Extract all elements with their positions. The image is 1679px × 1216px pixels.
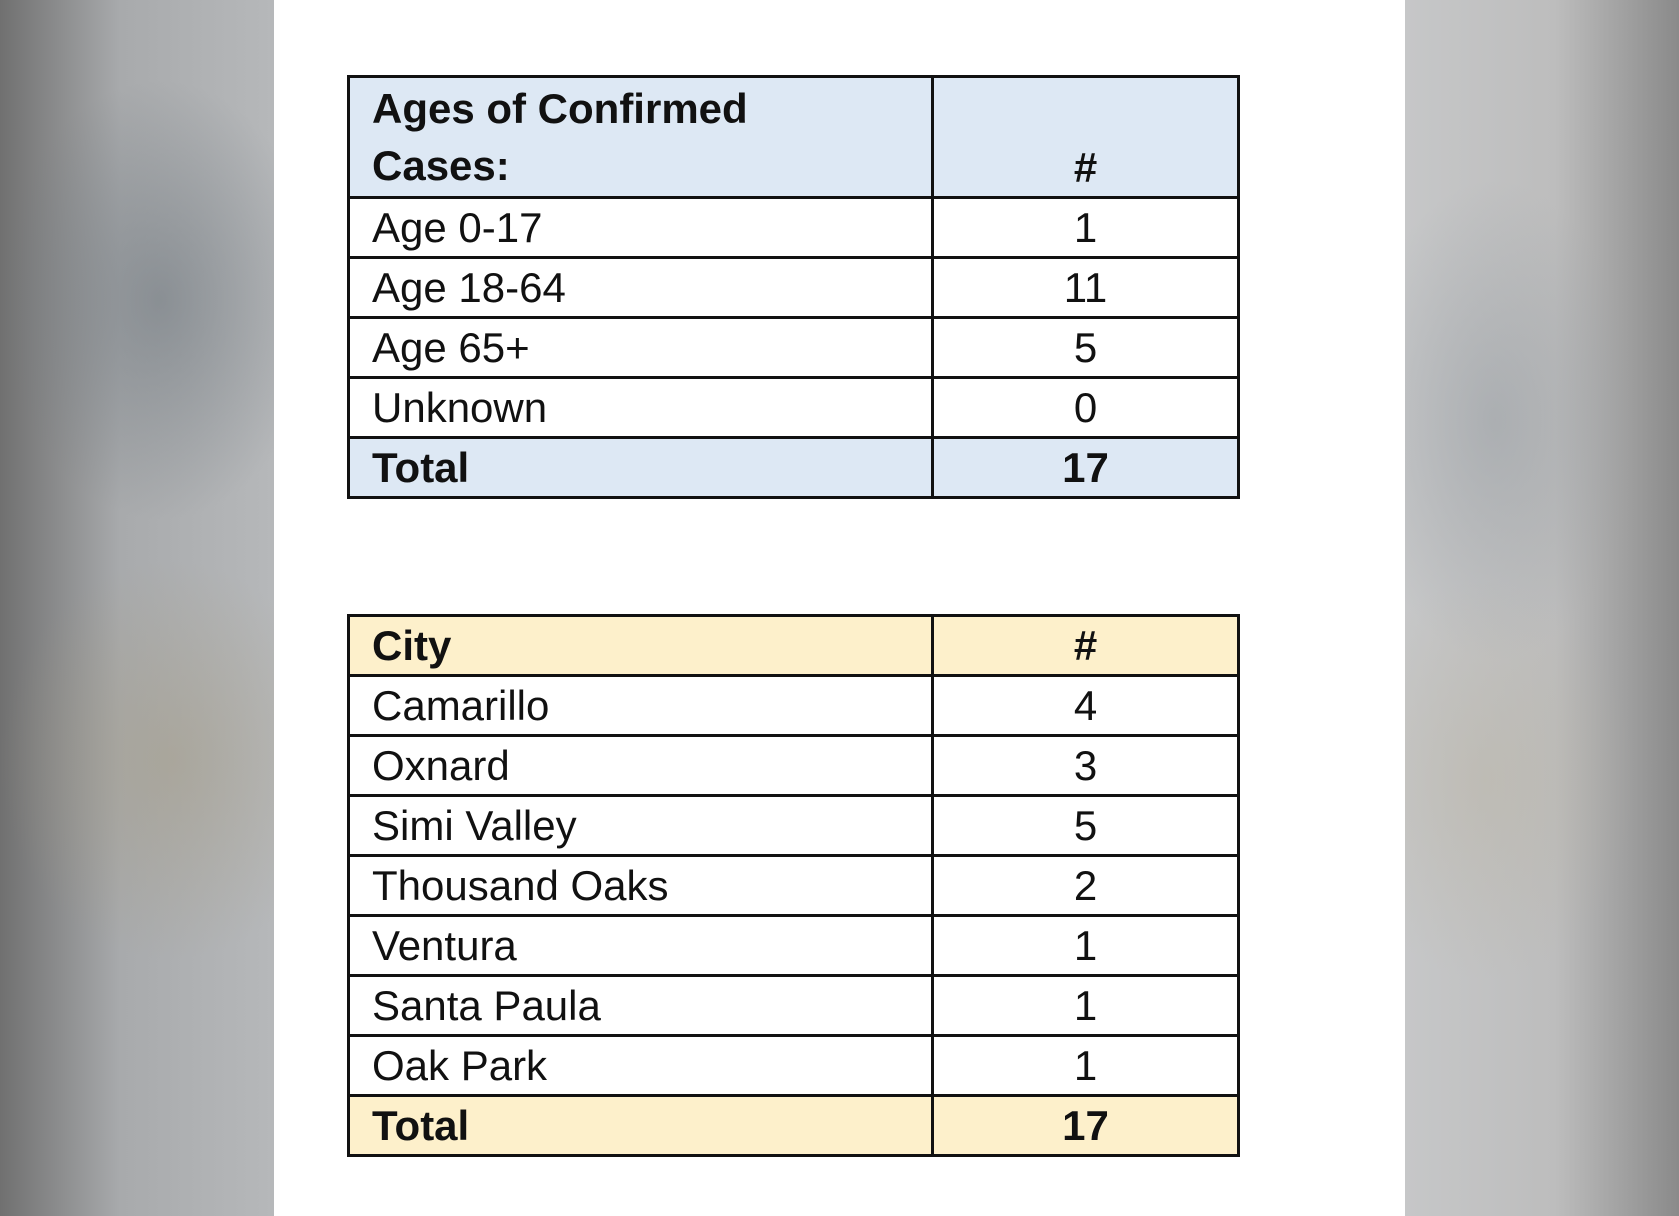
row-value: 5 — [933, 318, 1239, 378]
city-header-label: City — [349, 616, 933, 676]
row-value: 3 — [933, 736, 1239, 796]
total-row — [349, 1096, 1239, 1156]
total-row — [349, 438, 1239, 498]
row-label: Ventura — [349, 916, 933, 976]
row-label: Oxnard — [349, 736, 933, 796]
total-label: Total — [349, 1096, 933, 1156]
table-row — [349, 976, 1239, 1036]
row-label: Santa Paula — [349, 976, 933, 1036]
ages-table — [347, 75, 1240, 499]
row-value: 0 — [933, 378, 1239, 438]
row-label: Age 0-17 — [349, 198, 933, 258]
table-row — [349, 378, 1239, 438]
background-right — [1405, 0, 1679, 1216]
city-table — [347, 614, 1240, 1157]
background-left — [0, 0, 274, 1216]
table-row — [349, 198, 1239, 258]
row-label: Age 65+ — [349, 318, 933, 378]
row-value: 1 — [933, 1036, 1239, 1096]
table-row — [349, 1036, 1239, 1096]
city-header-count: # — [933, 616, 1239, 676]
table-row — [349, 676, 1239, 736]
row-label: Camarillo — [349, 676, 933, 736]
table-header-row — [349, 77, 1239, 198]
table-row — [349, 318, 1239, 378]
table-row — [349, 258, 1239, 318]
ages-header-count: # — [933, 77, 1239, 198]
row-label: Oak Park — [349, 1036, 933, 1096]
row-value: 1 — [933, 916, 1239, 976]
total-value: 17 — [933, 1096, 1239, 1156]
row-label: Age 18-64 — [349, 258, 933, 318]
document-page — [274, 0, 1405, 1216]
row-value: 1 — [933, 976, 1239, 1036]
table-row — [349, 796, 1239, 856]
row-label: Unknown — [349, 378, 933, 438]
row-value: 1 — [933, 198, 1239, 258]
row-value: 5 — [933, 796, 1239, 856]
ages-header-label: Ages of Confirmed Cases: — [349, 77, 933, 198]
total-value: 17 — [933, 438, 1239, 498]
total-label: Total — [349, 438, 933, 498]
row-label: Simi Valley — [349, 796, 933, 856]
table-header-row — [349, 616, 1239, 676]
row-value: 11 — [933, 258, 1239, 318]
row-label: Thousand Oaks — [349, 856, 933, 916]
table-row — [349, 856, 1239, 916]
row-value: 2 — [933, 856, 1239, 916]
table-row — [349, 736, 1239, 796]
row-value: 4 — [933, 676, 1239, 736]
table-row — [349, 916, 1239, 976]
